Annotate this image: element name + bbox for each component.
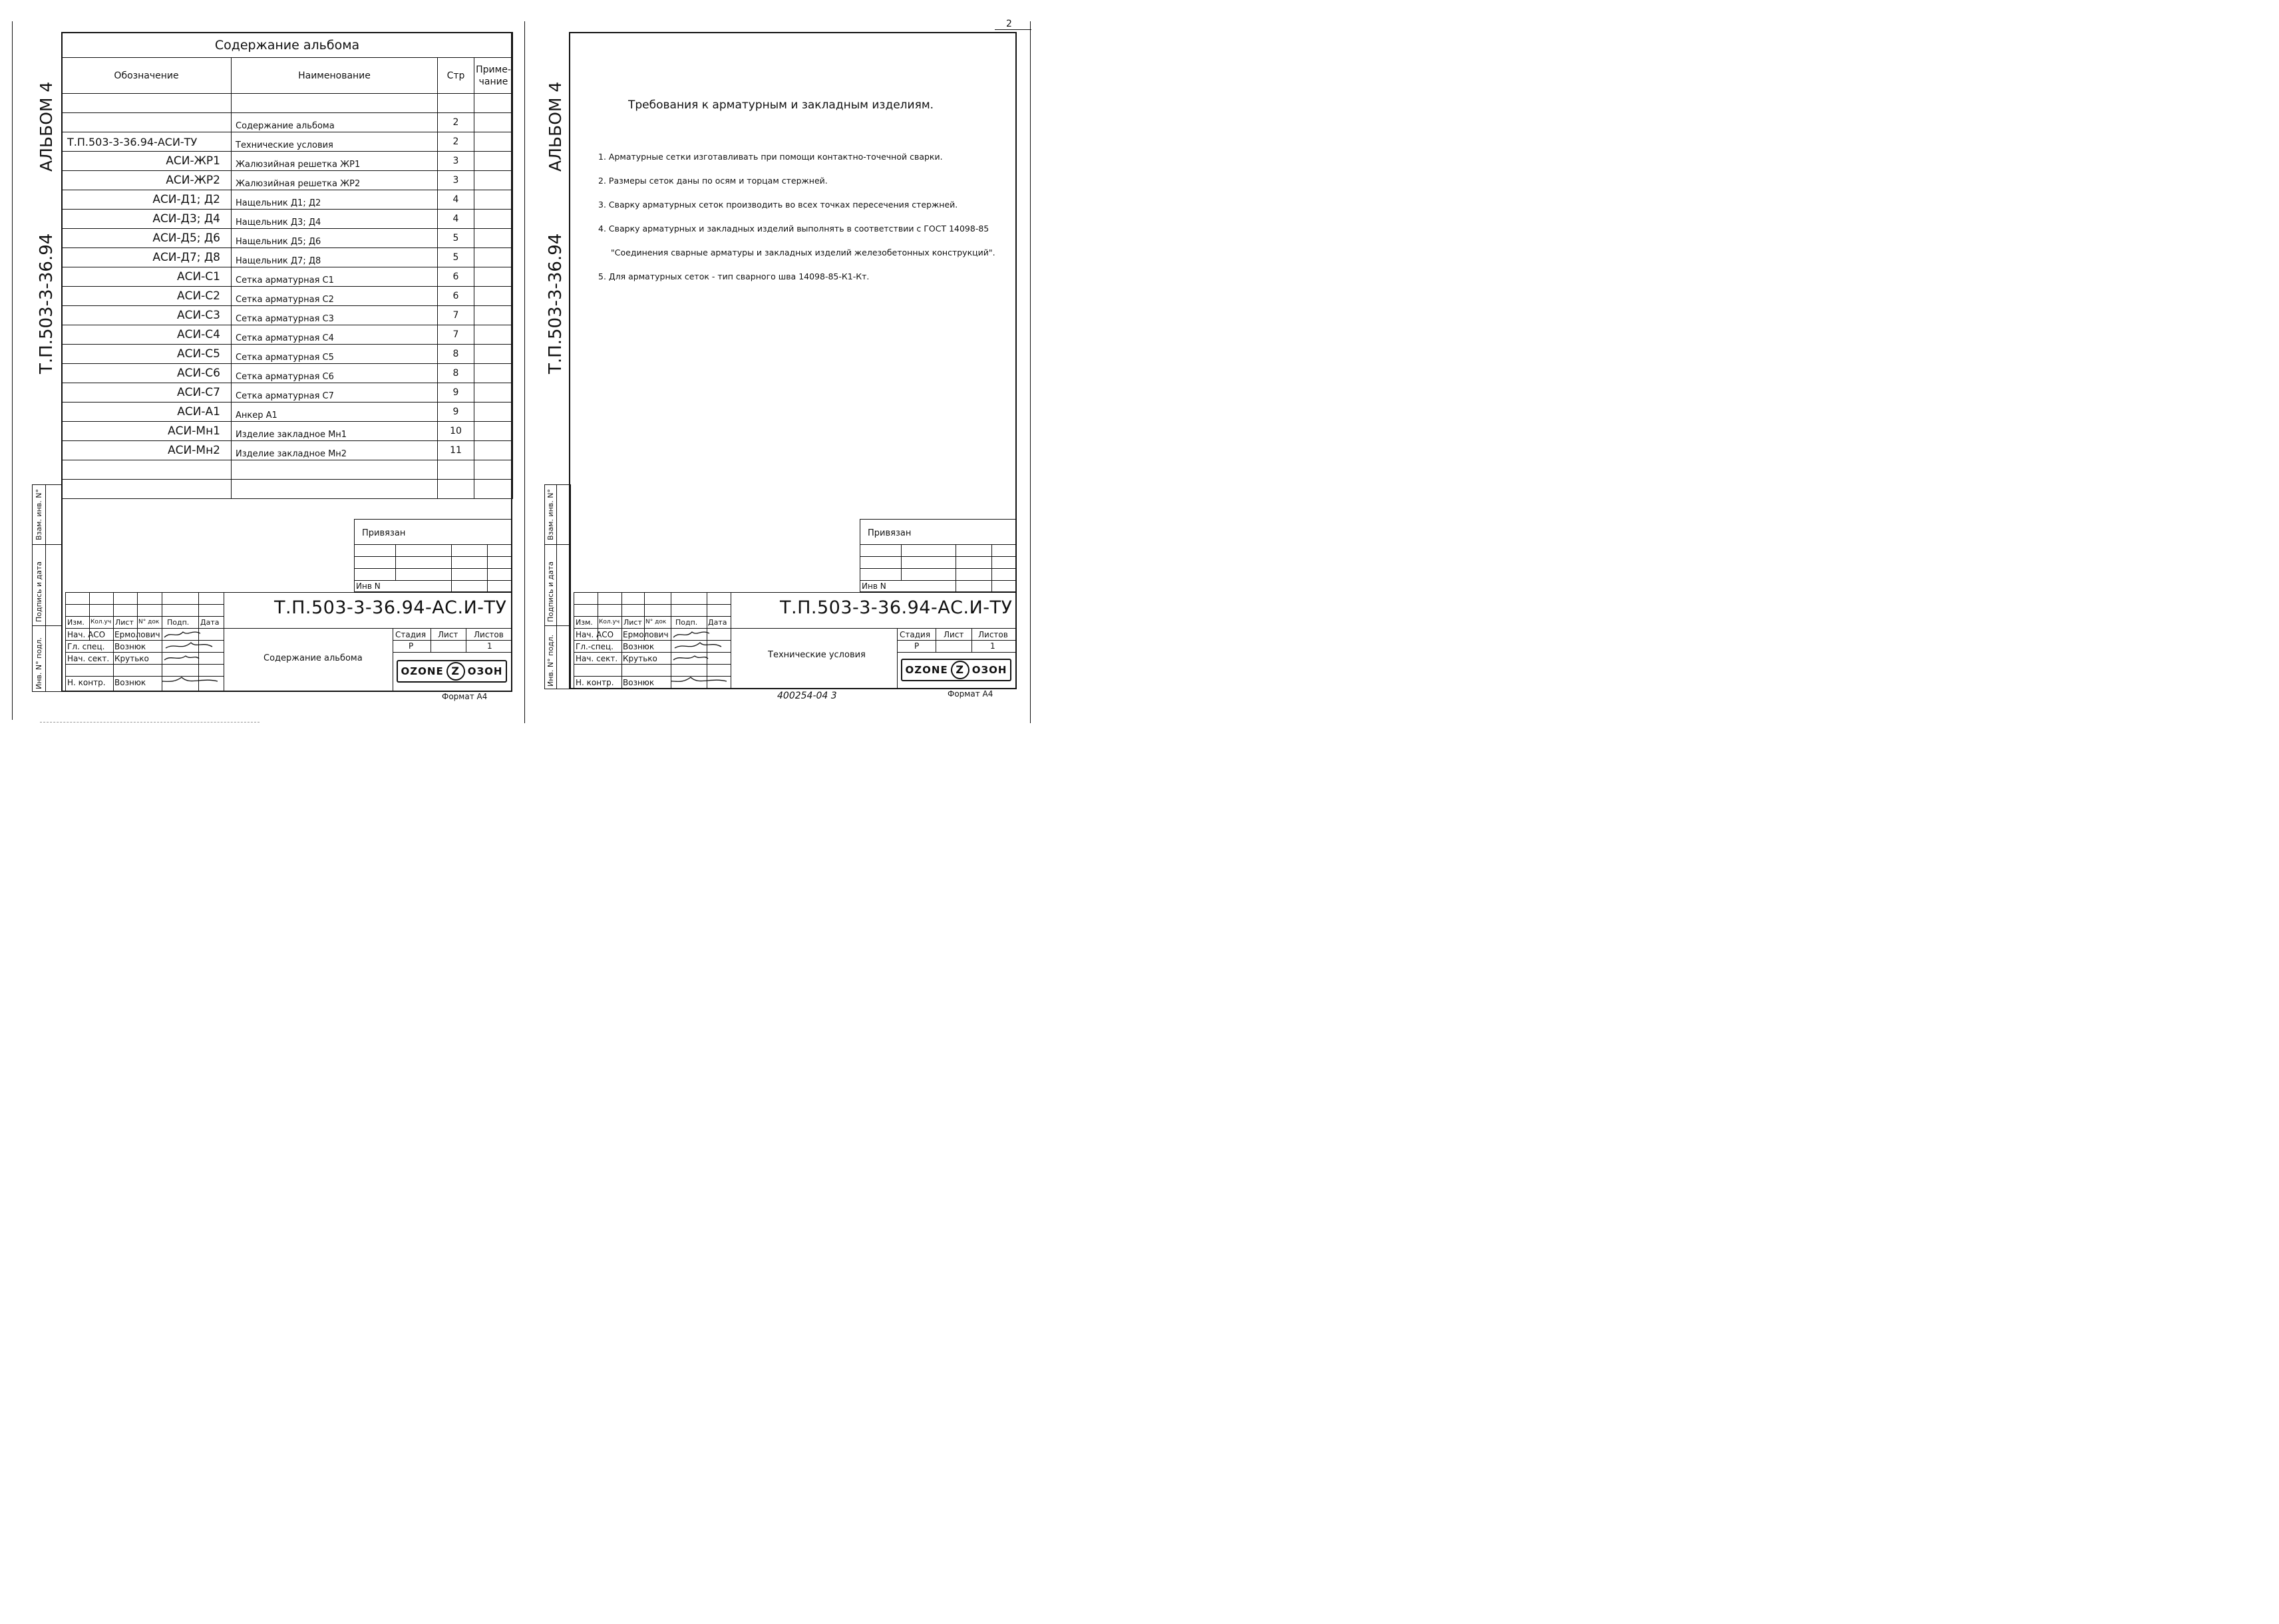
right-inv-swap-label: Взам. инв. N° — [546, 489, 555, 540]
row-name: Жалюзийная решетка ЖР1 — [232, 152, 438, 171]
left-doc-name: Содержание альбома — [263, 653, 363, 663]
right-sheets-value: 1 — [990, 641, 995, 651]
header-note: Приме-чание — [474, 58, 513, 94]
row-name: Нащельник Д5; Д6 — [232, 229, 438, 248]
left-col-izm: Изм. — [67, 618, 85, 627]
row-page: 10 — [438, 422, 474, 441]
row-note — [474, 306, 513, 325]
right-col-podp: Подп. — [675, 618, 698, 627]
row-note — [474, 403, 513, 422]
table-row — [62, 248, 513, 267]
table-row — [62, 306, 513, 325]
left-role-1: Нач. АСО — [67, 630, 106, 639]
table-row — [62, 171, 513, 190]
left-inv-orig-label: Инв. N° подл. — [35, 637, 43, 689]
row-note — [474, 325, 513, 345]
table-row — [62, 229, 513, 248]
row-page: 9 — [438, 383, 474, 403]
row-name: Технические условия — [232, 132, 438, 152]
right-sign-date-label: Подпись и дата — [546, 561, 555, 622]
row-page: 11 — [438, 441, 474, 460]
requirement-1: 1. Арматурные сетки изготавливать при помощи контактно-точечной сварки. — [598, 152, 943, 162]
left-col-data: Дата — [200, 618, 220, 627]
row-note — [474, 229, 513, 248]
right-name-1: Ермолович — [623, 630, 669, 639]
row-name: Сетка арматурная С2 — [232, 287, 438, 306]
left-stage-header: Стадия — [395, 630, 427, 639]
right-role-5: Н. контр. — [576, 678, 614, 687]
row-code: АСИ-С5 — [62, 345, 232, 364]
right-project-label: Т.П.503-3-36.94 — [546, 233, 566, 374]
table-row — [62, 132, 513, 152]
left-format-label: Формат А4 — [442, 692, 488, 701]
row-note — [474, 190, 513, 210]
left-sheets-header: Листов — [474, 630, 504, 639]
left-doc-code: Т.П.503-3-36.94-АС.И-ТУ — [274, 597, 507, 618]
right-col-izm: Изм. — [576, 618, 593, 627]
left-signatures — [162, 628, 225, 689]
row-name: Нащельник Д7; Д8 — [232, 248, 438, 267]
right-sheet-header: Лист — [944, 630, 964, 639]
left-col-list: Лист — [115, 618, 134, 627]
right-role-1: Нач. АСО — [576, 630, 614, 639]
row-page: 4 — [438, 190, 474, 210]
row-name: Жалюзийная решетка ЖР2 — [232, 171, 438, 190]
table-row — [62, 345, 513, 364]
requirements-title: Требования к арматурным и закладным изделиям. — [628, 98, 934, 112]
row-name: Сетка арматурная С4 — [232, 325, 438, 345]
left-col-koluch: Кол.уч — [90, 619, 112, 625]
table-row — [62, 210, 513, 229]
row-note — [474, 171, 513, 190]
header-page: Стр — [438, 58, 474, 94]
row-note — [474, 113, 513, 132]
table-row — [62, 403, 513, 422]
right-bound-label: Привязан — [868, 528, 912, 538]
row-code: АСИ-С1 — [62, 267, 232, 287]
row-code: АСИ-Д5; Д6 — [62, 229, 232, 248]
left-ozone-logo: OZONE Z ОЗОН — [397, 660, 507, 683]
archive-number: 400254-04 3 — [777, 691, 837, 701]
left-sign-date-label: Подпись и дата — [35, 561, 43, 622]
row-page: 8 — [438, 364, 474, 383]
left-name-3: Крутько — [114, 654, 149, 663]
row-code — [62, 113, 232, 132]
right-inv-orig-label: Инв. N° подл. — [546, 634, 555, 687]
right-album-label: АЛЬБОМ 4 — [546, 81, 565, 172]
row-name: Сетка арматурная С6 — [232, 364, 438, 383]
row-name: Изделие закладное Мн2 — [232, 441, 438, 460]
row-code: АСИ-Д3; Д4 — [62, 210, 232, 229]
left-logo-mark-icon: Z — [446, 662, 465, 681]
table-row — [62, 441, 513, 460]
row-code: Т.П.503-3-36.94-АСИ-ТУ — [62, 132, 232, 152]
requirement-3: 3. Сварку арматурных сеток производить во всех точках пересечения стержней. — [598, 200, 958, 210]
row-note — [474, 132, 513, 152]
row-page: 9 — [438, 403, 474, 422]
row-code: АСИ-С6 — [62, 364, 232, 383]
left-role-3: Нач. сект. — [67, 654, 110, 663]
table-row — [62, 325, 513, 345]
right-col-list: Лист — [623, 618, 642, 627]
right-role-2: Гл.-спец. — [576, 642, 614, 651]
row-name: Сетка арматурная С3 — [232, 306, 438, 325]
row-code: АСИ-Мн2 — [62, 441, 232, 460]
row-code: АСИ-С4 — [62, 325, 232, 345]
table-row — [62, 113, 513, 132]
left-inv-swap-label: Взам. инв. N° — [35, 489, 43, 540]
left-role-5: Н. контр. — [67, 678, 106, 687]
right-stage-value: Р — [914, 641, 920, 651]
corner-page-number: 2 — [1006, 19, 1012, 29]
row-code: АСИ-А1 — [62, 403, 232, 422]
row-code: АСИ-Д7; Д8 — [62, 248, 232, 267]
row-name: Изделие закладное Мн1 — [232, 422, 438, 441]
requirement-5: 5. Для арматурных сеток - тип сварного шва 14098-85-К1-Кт. — [598, 271, 870, 281]
right-inv-label: Инв N — [862, 581, 886, 591]
row-page: 7 — [438, 306, 474, 325]
contents-table — [61, 32, 513, 499]
row-note — [474, 267, 513, 287]
row-note — [474, 345, 513, 364]
row-page: 4 — [438, 210, 474, 229]
row-name: Сетка арматурная С1 — [232, 267, 438, 287]
row-page: 7 — [438, 325, 474, 345]
row-page: 6 — [438, 267, 474, 287]
header-designation: Обозначение — [62, 58, 232, 94]
row-note — [474, 248, 513, 267]
row-page: 2 — [438, 113, 474, 132]
row-note — [474, 383, 513, 403]
row-name: Сетка арматурная С5 — [232, 345, 438, 364]
row-name: Содержание альбома — [232, 113, 438, 132]
row-code: АСИ-Д1; Д2 — [62, 190, 232, 210]
right-role-3: Нач. сект. — [576, 654, 618, 663]
row-page: 3 — [438, 171, 474, 190]
row-note — [474, 441, 513, 460]
row-page: 5 — [438, 248, 474, 267]
right-ozone-logo: OZONE Z ОЗОН — [901, 659, 1011, 681]
table-row — [62, 152, 513, 171]
right-doc-name: Технические условия — [768, 650, 866, 660]
left-album-label: АЛЬБОМ 4 — [37, 81, 56, 172]
right-col-koluch: Кол.уч — [599, 619, 620, 625]
right-logo-mark-icon: Z — [951, 661, 969, 679]
right-signatures — [671, 628, 734, 689]
row-note — [474, 422, 513, 441]
row-code: АСИ-С3 — [62, 306, 232, 325]
right-col-data: Дата — [708, 618, 727, 627]
left-role-2: Гл. спец. — [67, 642, 105, 651]
right-name-2: Вознюк — [623, 642, 655, 651]
table-row — [62, 267, 513, 287]
requirement-2: 2. Размеры сеток даны по осям и торцам стержней. — [598, 176, 828, 186]
table-row — [62, 190, 513, 210]
row-name: Нащельник Д1; Д2 — [232, 190, 438, 210]
row-page: 6 — [438, 287, 474, 306]
contents-title: Содержание альбома — [62, 33, 513, 58]
table-row — [62, 422, 513, 441]
right-format-label: Формат А4 — [948, 689, 993, 699]
row-name: Сетка арматурная С7 — [232, 383, 438, 403]
row-note — [474, 287, 513, 306]
left-col-ndok: N° док — [138, 619, 160, 625]
row-note — [474, 210, 513, 229]
row-note — [474, 152, 513, 171]
requirement-4-cont: "Соединения сварные арматуры и закладных изделий железобетонных конструкций". — [611, 247, 995, 257]
left-sheet-header: Лист — [438, 630, 458, 639]
row-note — [474, 364, 513, 383]
table-row — [62, 287, 513, 306]
row-code: АСИ-ЖР1 — [62, 152, 232, 171]
table-row — [62, 383, 513, 403]
right-sheets-header: Листов — [978, 630, 1008, 639]
table-row — [62, 364, 513, 383]
row-name: Анкер А1 — [232, 403, 438, 422]
right-name-3: Крутько — [623, 654, 657, 663]
row-page: 3 — [438, 152, 474, 171]
left-name-1: Ермолович — [114, 630, 160, 639]
row-code: АСИ-ЖР2 — [62, 171, 232, 190]
header-name: Наименование — [232, 58, 438, 94]
row-page: 2 — [438, 132, 474, 152]
left-col-podp: Подп. — [167, 618, 190, 627]
left-name-5: Вознюк — [114, 678, 146, 687]
right-name-5: Вознюк — [623, 678, 655, 687]
requirement-4: 4. Сварку арматурных и закладных изделий выполнять в соответствии с ГОСТ 14098-85 — [598, 224, 989, 234]
row-code: АСИ-С7 — [62, 383, 232, 403]
left-name-2: Вознюк — [114, 642, 146, 651]
row-page: 8 — [438, 345, 474, 364]
row-name: Нащельник Д3; Д4 — [232, 210, 438, 229]
left-inv-label: Инв N — [356, 581, 381, 591]
right-col-ndok: N° док — [645, 619, 667, 625]
left-sheets-value: 1 — [487, 641, 492, 651]
row-page: 5 — [438, 229, 474, 248]
row-code: АСИ-Мн1 — [62, 422, 232, 441]
right-stage-header: Стадия — [900, 630, 931, 639]
left-stage-value: Р — [409, 641, 414, 651]
right-doc-code: Т.П.503-3-36.94-АС.И-ТУ — [780, 597, 1013, 618]
row-code: АСИ-С2 — [62, 287, 232, 306]
left-bound-label: Привязан — [362, 528, 406, 538]
left-project-label: Т.П.503-3-36.94 — [37, 233, 57, 374]
